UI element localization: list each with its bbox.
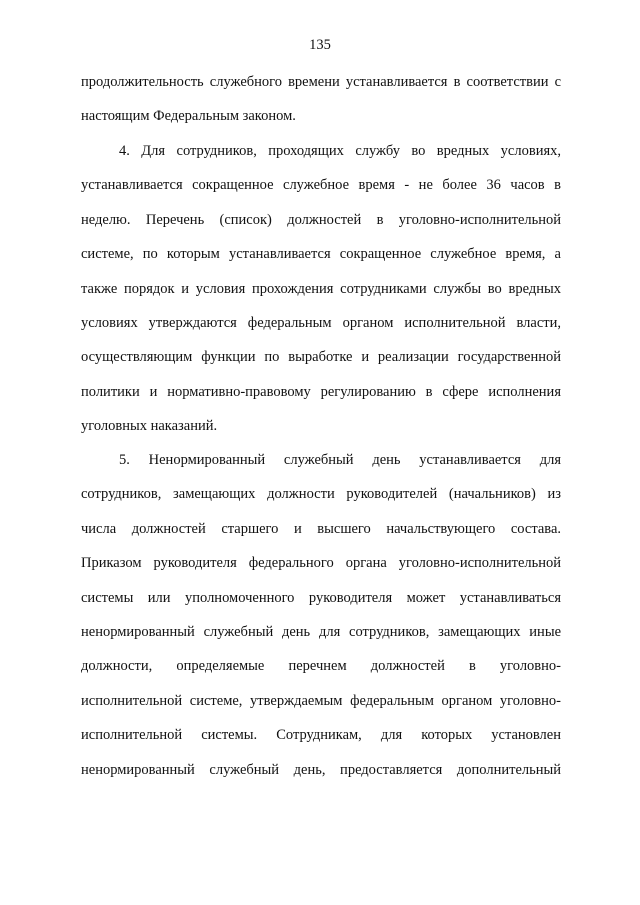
text-line: ненормированный служебный день для сотрудников, замещающих иные — [81, 623, 561, 640]
text-line: политики и нормативно-правовому регулированию в сфере исполнения — [81, 383, 561, 400]
text-line: также порядок и условия прохождения сотрудниками службы во вредных — [81, 280, 561, 297]
paragraph-first-line: 4. Для сотрудников, проходящих службу во вредных условиях, — [119, 143, 561, 159]
text-line: исполнительной системе, утверждаемым федеральным органом уголовно- — [81, 692, 561, 709]
page-number: 135 — [309, 37, 331, 53]
text-line: устанавливается сокращенное служебное время - не более 36 часов в — [81, 177, 561, 194]
paragraph-first-line: 5. Ненормированный служебный день устанавливается для — [119, 452, 561, 468]
text-line: должности, определяемые перечнем должностей в уголовно- — [81, 658, 561, 675]
text-line: системе, по которым устанавливается сокращенное служебное время, а — [81, 246, 561, 263]
text-line: числа должностей старшего и высшего начальствующего состава. — [81, 520, 561, 537]
text-line: неделю. Перечень (список) должностей в уголовно-исполнительной — [81, 211, 561, 228]
text-line: осуществляющим функции по выработке и реализации государственной — [81, 349, 561, 366]
body-text — [81, 65, 561, 134]
text-line: уголовных наказаний. — [81, 418, 218, 435]
text-line: продолжительность служебного времени устанавливается в соответствии с — [81, 74, 561, 90]
text-line: ненормированный служебный день, предоставляется дополнительный — [81, 761, 561, 778]
text-line: Приказом руководителя федерального органа уголовно-исполнительной — [81, 555, 561, 572]
text-line: исполнительной системы. Сотрудникам, для которых установлен — [81, 727, 561, 744]
paragraph-4 — [81, 134, 561, 444]
text-line: сотрудников, замещающих должности руководителей (начальников) из — [81, 486, 561, 503]
paragraph-5 — [81, 443, 561, 787]
text-line: настоящим Федеральным законом. — [81, 108, 296, 125]
text-line: системы или уполномоченного руководителя может устанавливаться — [81, 589, 561, 606]
text-line: условиях утверждаются федеральным органом исполнительной власти, — [81, 314, 561, 331]
